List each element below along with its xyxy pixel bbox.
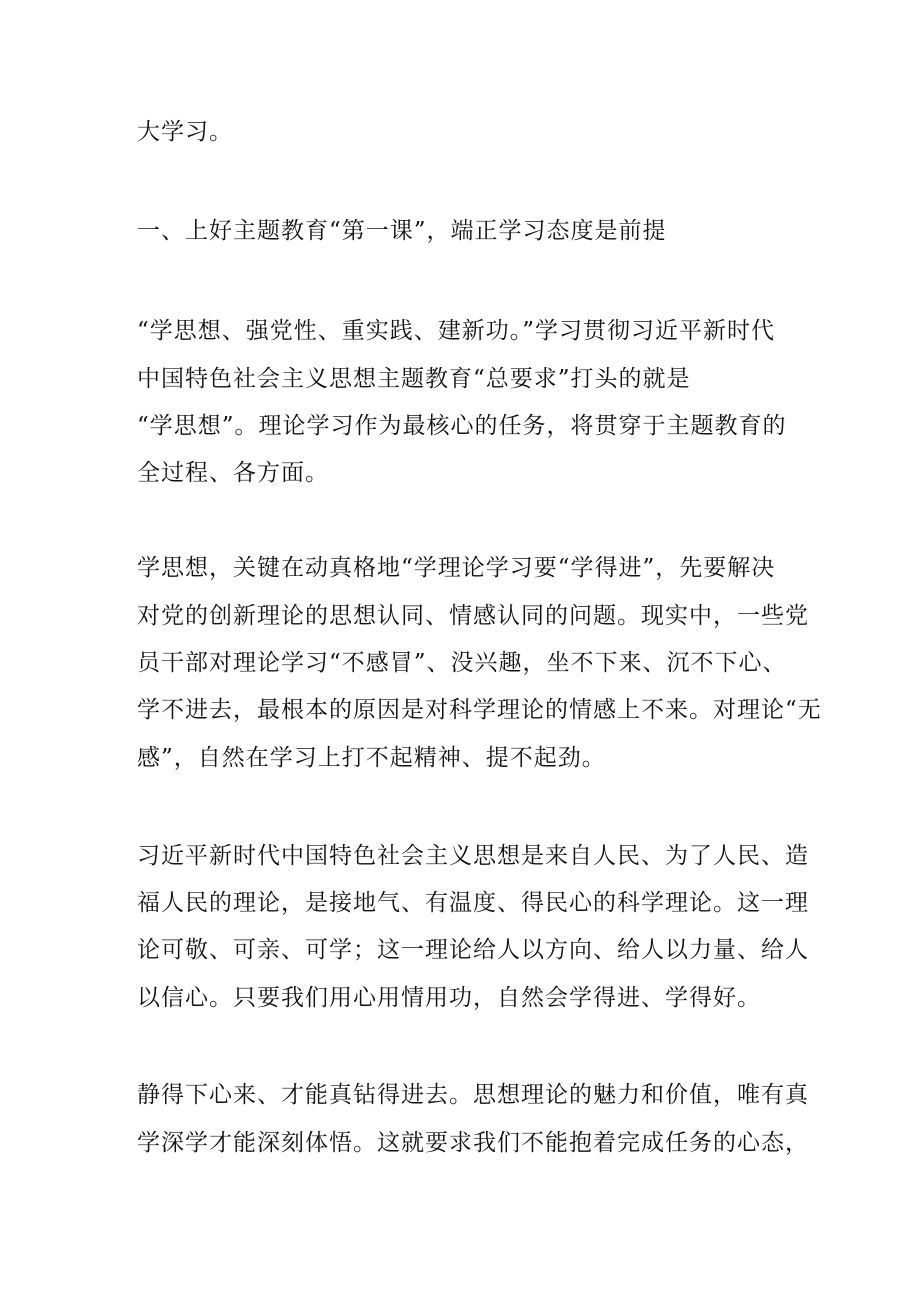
paragraph-2-line-2: 对党的创新理论的思想认同、情感认同的问题。现实中，一些党 [137,603,809,629]
paragraph-4-line-1: 静得下心来、才能真钻得进去。思想理论的魅力和价值，唯有真 [137,1082,809,1108]
paragraph-3-line-4: 以信心。只要我们用心用情用功，自然会学得进、学得好。 [137,985,761,1011]
paragraph-3-line-1: 习近平新时代中国特色社会主义思想是来自人民、为了人民、造 [137,843,809,869]
text-line-closing-fragment: 大学习。 [137,119,233,145]
paragraph-2-line-3: 员干部对理论学习“不感冒”、没兴趣，坐不下来、沉不下心、 [137,650,787,676]
paragraph-2-line-1: 学思想，关键在动真格地“学理论学习要“学得进”，先要解决 [137,555,776,581]
paragraph-4-line-2: 学深学才能深刻体悟。这就要求我们不能抱着完成任务的心态， [137,1130,809,1156]
paragraph-2-line-4: 学不进去，最根本的原因是对科学理论的情感上不来。对理论“无 [137,697,822,723]
paragraph-3-line-3: 论可敬、可亲、可学；这一理论给人以方向、给人以力量、给人 [137,937,809,963]
paragraph-1-line-4: 全过程、各方面。 [137,460,329,486]
paragraph-1-line-1: “学思想、强党性、重实践、建新功。”学习贯彻习近平新时代 [137,318,776,344]
paragraph-1-line-2: 中国特色社会主义思想主题教育“总要求”打头的就是 [137,366,691,392]
paragraph-3-line-2: 福人民的理论，是接地气、有温度、得民心的科学理论。这一理 [137,890,809,916]
paragraph-2-line-5: 感”，自然在学习上打不起精神、提不起劲。 [137,745,606,771]
paragraph-1-line-3: “学思想”。理论学习作为最核心的任务，将贯穿于主题教育的 [137,413,787,439]
section-heading: 一、上好主题教育“第一课”，端正学习态度是前提 [137,218,667,244]
